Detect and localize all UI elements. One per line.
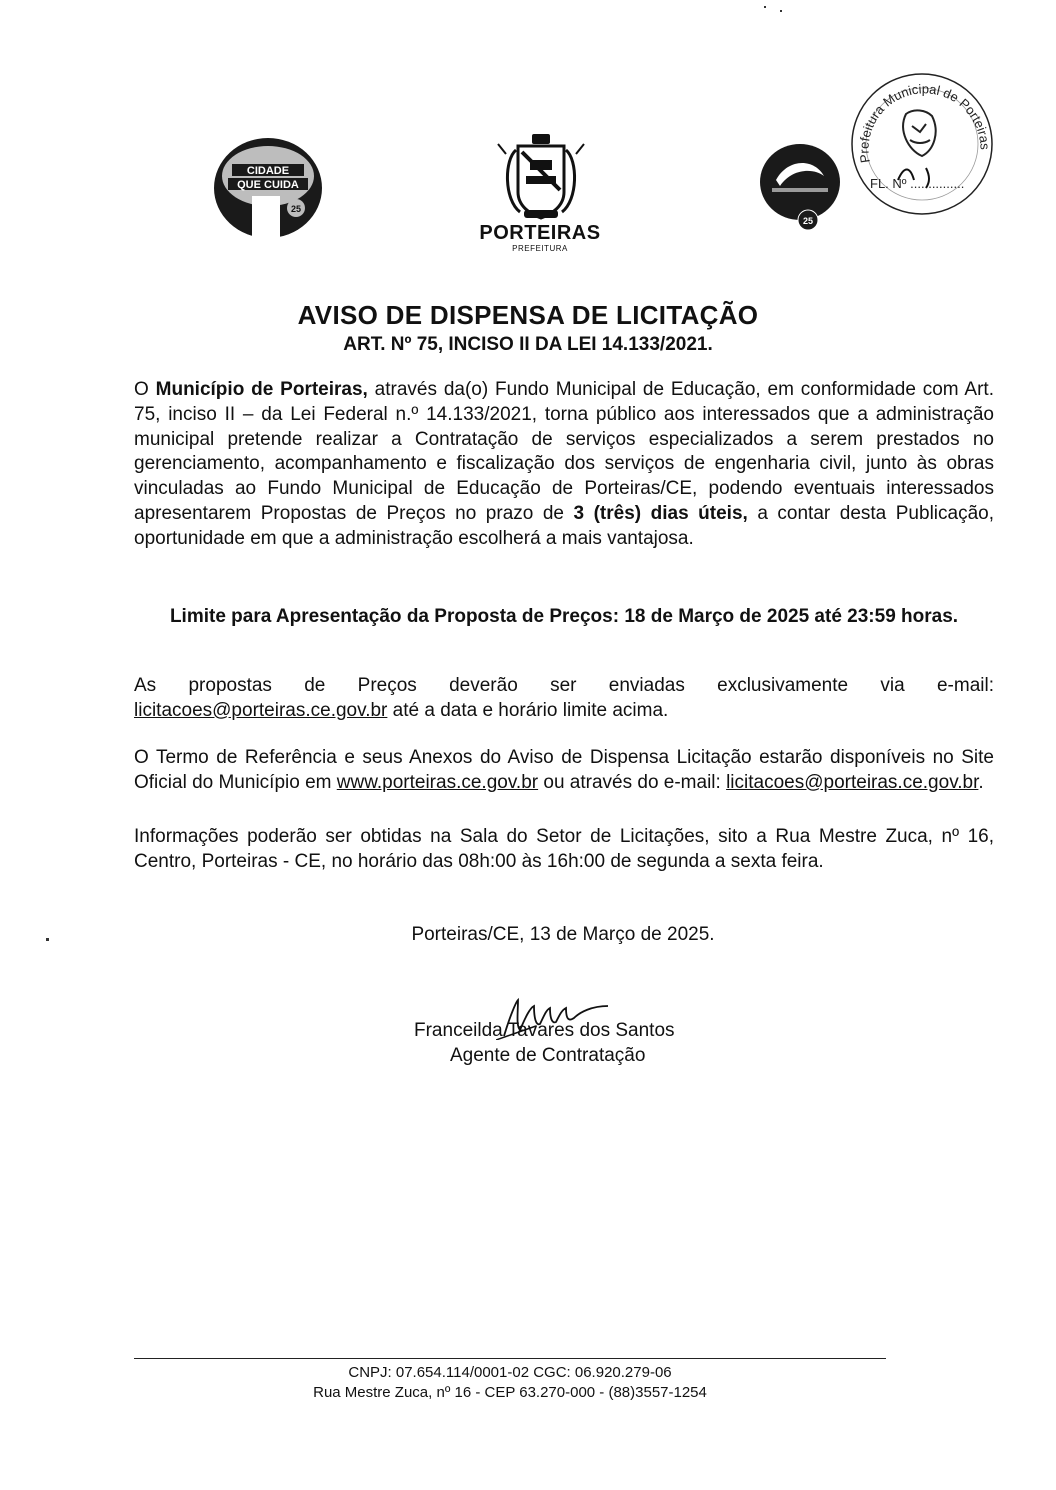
anniversary-logo (758, 140, 848, 232)
svg-text:QUE CUIDA: QUE CUIDA (237, 179, 299, 191)
proposal-deadline: Limite para Apresentação da Proposta de Preços: 18 de Março de 2025 até 23:59 horas. (169, 606, 959, 627)
brand-name: PORTEIRAS (479, 222, 601, 244)
stamp-fl-label: FL. Nº ............... (870, 176, 965, 191)
date-line: Porteiras/CE, 13 de Março de 2025. (411, 924, 715, 945)
porteiras-coat-of-arms (486, 130, 596, 226)
information-paragraph: Informações poderão ser obtidas na Sala do Setor de Licitações, sito a Rua Mestre Zuca, nº 16, Centro, Porteiras - CE, no horário das 08h:00 às 16h:00 de segunda a sexta feira. (134, 826, 994, 872)
svg-text:CIDADE: CIDADE (246, 165, 290, 177)
p3-end: . (978, 771, 984, 793)
brand-sub: PREFEITURA (512, 244, 568, 253)
p3-start: O Termo de Referência e seus Anexos do Aviso de Dispensa Licitação estarão disponíveis no Site Oficial do Município em (134, 747, 994, 793)
cidade-que-cuida-logo (212, 136, 324, 240)
email-link[interactable]: licitacoes@porteiras.ce.gov.br (134, 699, 388, 721)
signer-role: Agente de Contratação (450, 1045, 646, 1066)
p2-end: até a data e horário limite acima. (387, 699, 669, 721)
document-subtitle: ART. Nº 75, INCISO II DA LEI 14.133/2021. (343, 334, 713, 355)
svg-text:25: 25 (802, 216, 814, 226)
signer-name: Franceilda Tavares dos Santos (414, 1020, 675, 1041)
municipal-stamp (848, 70, 996, 218)
notice-paragraph (134, 378, 994, 552)
documents-paragraph (134, 746, 994, 796)
p1-middle: através da(o) Fundo Municipal de Educação, em conformidade com Art. 75, inciso II – da Lei Federal n.º 14.133/2021, torna público aos interessados que a administração municipal pretende realizar a Contratação de serviços especializados a serem prestados no gerenciamento, acompanhamento e fiscalização dos serviços de engenharia civil, junto às obras vinculadas ao Fundo Municipal de Educação de Porteiras/CE, podendo eventuais interessados apresentarem Propostas de Preços no prazo de (134, 379, 994, 524)
p2-start: As propostas de Preços deverão ser enviadas exclusivamente via e-mail: (134, 675, 994, 696)
footer-divider (134, 1358, 886, 1359)
p1-deadline-days: 3 (três) dias úteis, (573, 502, 748, 524)
footer-address: Rua Mestre Zuca, nº 16 - CEP 63.270-000 - (88)3557-1254 (313, 1384, 707, 1401)
p1-start: O (134, 379, 156, 400)
p1-end: a contar desta Publicação, oportunidade em que a administração escolherá a mais vantajosa. (134, 502, 994, 549)
scan-speck (764, 6, 766, 8)
brand-block (460, 222, 620, 253)
footer-registration: CNPJ: 07.654.114/0001-02 CGC: 06.920.279-06 (348, 1364, 672, 1381)
scan-speck (780, 10, 782, 12)
website-link[interactable]: www.porteiras.ce.gov.br (336, 771, 539, 793)
svg-text:Prefeitura Municipal de Portei: Prefeitura Municipal de Porteiras (856, 81, 993, 164)
p3-middle: ou através do e-mail: (538, 771, 727, 793)
document-title: AVISO DE DISPENSA DE LICITAÇÃO (297, 300, 759, 330)
svg-text:25: 25 (290, 204, 302, 214)
email-link[interactable]: licitacoes@porteiras.ce.gov.br (726, 771, 979, 793)
submission-paragraph (134, 674, 994, 724)
p1-municipality: Município de Porteiras, (155, 379, 368, 400)
